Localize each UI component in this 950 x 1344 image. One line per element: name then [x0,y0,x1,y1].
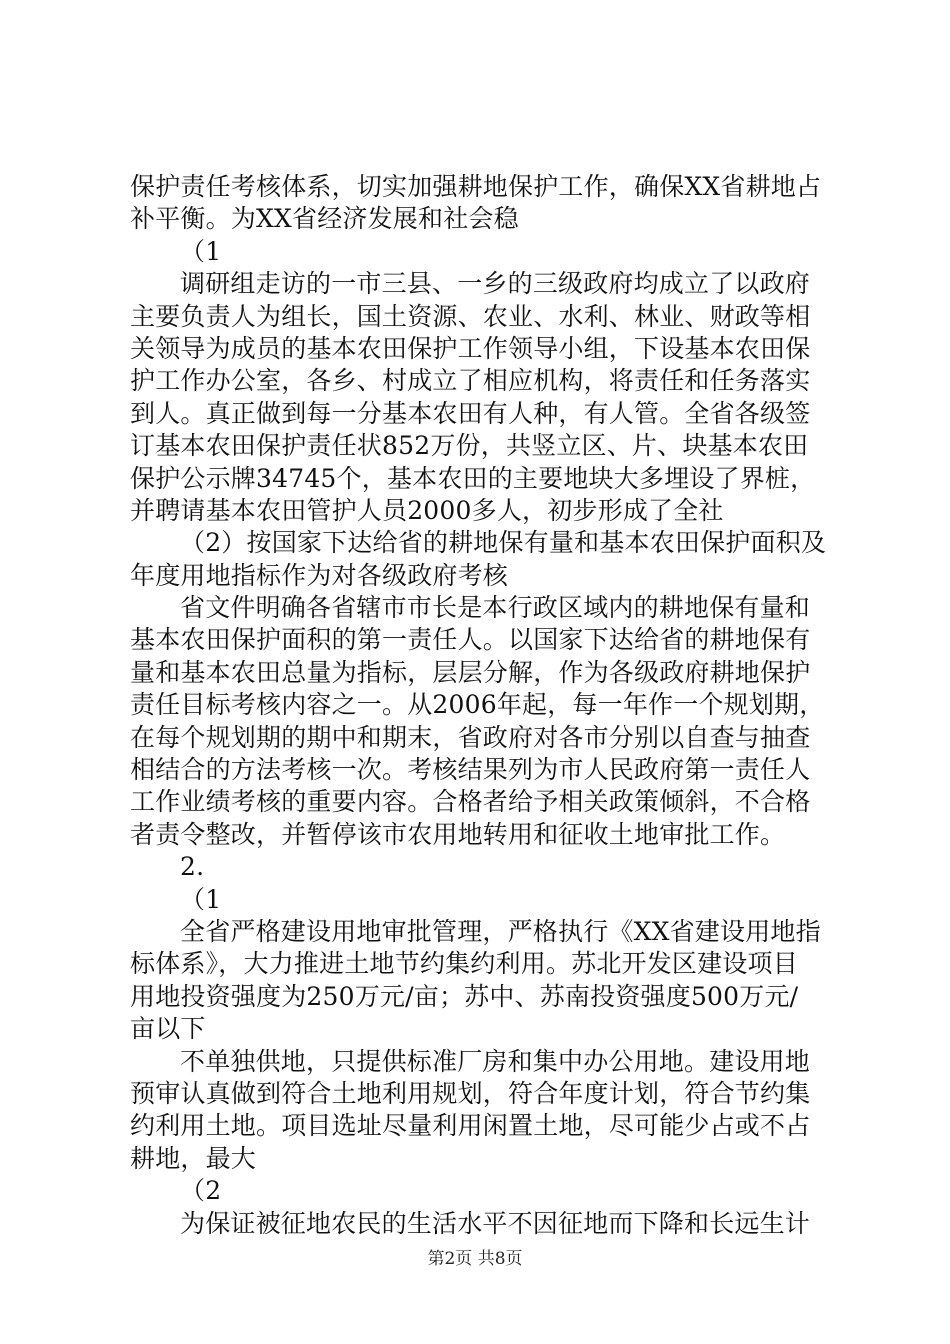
text-line: 调研组走访的一市三县、一乡的三级政府均成立了以政府 [180,269,811,299]
text-line: 标体系》，大力推进土地节约集约利用。苏北开发区建设项目 [130,949,798,979]
text-line: 量和基本农田总量为指标，层层分解，作为各级政府耕地保护 [130,657,811,687]
text-line: 约利用土地。项目选址尽量利用闲置土地，尽可能少占或不占 [130,1111,811,1141]
text-line: 全省严格建设用地审批管理，严格执行《XX省建设用地指 [180,916,821,946]
text-line: 用地投资强度为250万元/亩；苏中、苏南投资强度500万元/ [130,981,799,1011]
text-line: 年度用地指标作为对各级政府考核 [130,560,509,590]
document-body [130,171,830,1240]
page-number-footer: 第2页 共8页 [427,1249,523,1269]
text-line: 关领导为成员的基本农田保护工作领导小组，下设基本农田保 [130,333,811,363]
text-line: （1 [180,236,222,266]
text-line: 护工作办公室，各乡、村成立了相应机构，将责任和任务落实 [130,366,811,396]
text-line: 相结合的方法考核一次。考核结果列为市人民政府第一责任人 [130,755,811,785]
text-line: 省文件明确各省辖市市长是本行政区域内的耕地保有量和 [180,593,811,623]
text-line: 2. [180,852,205,882]
text-line: （2 [180,1176,222,1206]
text-line: 者责令整改，并暂停该市农用地转用和征收土地审批工作。 [130,819,786,849]
text-line: 在每个规划期的期中和期末，省政府对各市分别以自查与抽查 [130,722,811,752]
text-line: 主要负责人为组长，国土资源、农业、水利、林业、财政等相 [130,301,811,331]
text-line: 订基本农田保护责任状852万份，共竖立区、片、块基本农田 [130,431,809,461]
text-line: 工作业绩考核的重要内容。合格者给予相关政策倾斜，不合格 [130,787,811,817]
text-line: （1 [180,884,222,914]
text-line: 保护公示牌34745个，基本农田的主要地块大多埋设了界桩， [130,463,816,493]
text-line: 到人。真正做到每一分基本农田有人种，有人管。全省各级签 [130,398,811,428]
text-line: 为保证被征地农民的生活水平不因征地而下降和长远生计 [180,1208,811,1238]
text-line: 补平衡。为XX省经济发展和社会稳 [130,204,519,234]
text-line: 责任目标考核内容之一。从2006年起，每一年作一个规划期， [130,690,825,720]
text-line: 基本农田保护面积的第一责任人。以国家下达给省的耕地保有 [130,625,811,655]
text-line: 不单独供地，只提供标准厂房和集中办公用地。建设用地 [180,1046,811,1076]
text-line: （2）按国家下达给省的耕地保有量和基本农田保护面积及 [180,528,827,558]
text-line: 亩以下 [130,1014,206,1044]
text-line: 保护责任考核体系，切实加强耕地保护工作，确保XX省耕地占 [130,172,822,201]
text-line: 并聘请基本农田管护人员2000多人，初步形成了全社 [130,495,724,525]
text-line: 预审认真做到符合土地利用规划，符合年度计划，符合节约集 [130,1078,811,1108]
text-line: 耕地，最大 [130,1143,257,1173]
